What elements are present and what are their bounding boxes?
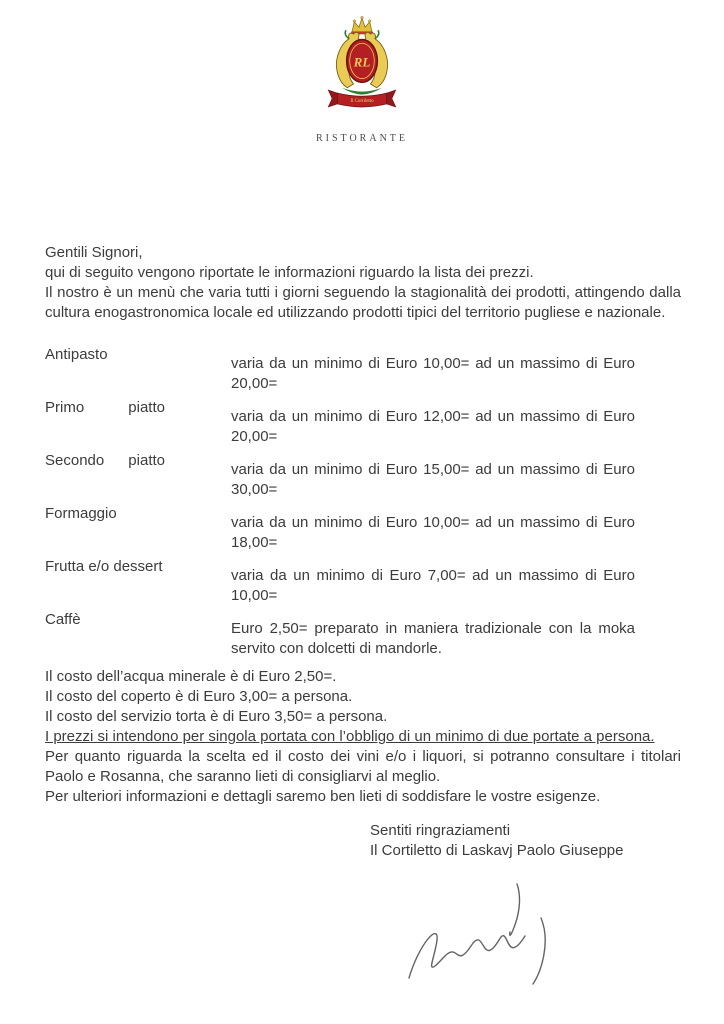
closing-block	[370, 821, 681, 861]
price-item-description: varia da un minimo di Euro 7,00= ad un massimo di Euro 10,00=	[231, 567, 635, 604]
document-body	[45, 243, 681, 861]
crest-icon	[316, 6, 408, 122]
minimum-order-note: I prezzi si intendono per singola portata con l’obbligo di un minimo di due portate a persona.	[45, 728, 655, 745]
price-row	[45, 398, 681, 447]
price-item-text: Formaggio	[45, 505, 117, 522]
greeting: Gentili Signori,	[45, 244, 143, 261]
cost-line-cake-service: Il costo del servizio torta è di Euro 3,50= a persona.	[45, 708, 388, 725]
price-item-label	[45, 610, 231, 659]
handwritten-signature	[395, 878, 580, 996]
ristorante-label: RISTORANTE	[315, 133, 409, 144]
price-item-text: Frutta e/o dessert	[45, 558, 163, 575]
price-row	[45, 451, 681, 500]
price-item-description: varia da un minimo di Euro 10,00= ad un massimo di Euro 18,00=	[231, 514, 635, 551]
info-paragraph: Per ulteriori informazioni e dettagli saremo ben lieti di soddisfare le vostre esigenze.	[45, 788, 601, 805]
intro-line: qui di seguito vengono riportate le informazioni riguardo la lista dei prezzi.	[45, 264, 534, 281]
wine-paragraph: Per quanto riguarda la scelta ed il costo dei vini e/o i liquori, si potranno consultare i titolari Paolo e Rosanna, che saranno lieti di consigliarvi al meglio.	[45, 748, 681, 785]
price-item-description: Euro 2,50= preparato in maniera tradizionale con la moka servito con dolcetti di mandorle.	[231, 620, 635, 657]
price-item-label	[45, 345, 231, 394]
price-item-label	[45, 398, 231, 447]
laurel-icon	[342, 88, 382, 95]
banner-text: Il Cortiletto	[350, 98, 374, 104]
price-item-text: Antipasto	[45, 346, 108, 363]
price-item-description: varia da un minimo di Euro 15,00= ad un massimo di Euro 30,00=	[231, 461, 635, 498]
cost-line-cover: Il costo del coperto è di Euro 3,00= a persona.	[45, 688, 353, 705]
extra-costs	[45, 667, 681, 727]
cost-line-water: Il costo dell’acqua minerale è di Euro 2,50=.	[45, 668, 337, 685]
restaurant-logo	[0, 6, 724, 127]
closing-signatory: Il Cortiletto di Laskavj Paolo Giuseppe	[370, 842, 624, 859]
price-item-text: Caffè	[45, 611, 81, 628]
price-row	[45, 504, 681, 553]
price-item-description: varia da un minimo di Euro 10,00= ad un massimo di Euro 20,00=	[231, 355, 635, 392]
price-item-label	[45, 557, 231, 606]
price-item-description: varia da un minimo di Euro 12,00= ad un massimo di Euro 20,00=	[231, 408, 635, 445]
price-row	[45, 345, 681, 394]
price-list	[45, 345, 681, 659]
price-item-label	[45, 504, 231, 553]
price-item-text: Primo piatto	[45, 399, 165, 416]
price-item-label	[45, 451, 231, 500]
price-item-text: Secondo piatto	[45, 452, 165, 469]
crown-icon	[351, 16, 372, 34]
monogram-text: RL	[353, 54, 371, 70]
closing-thanks: Sentiti ringraziamenti	[370, 822, 511, 839]
price-row	[45, 557, 681, 606]
shield-icon	[347, 39, 378, 82]
intro-paragraph: Il nostro è un menù che varia tutti i giorni seguendo la stagionalità dei prodotti, attingendo dalla cultura enogastronomica locale ed utilizzando prodotti tipici del territorio pugliese e nazionale.	[45, 284, 681, 321]
price-row	[45, 610, 681, 659]
